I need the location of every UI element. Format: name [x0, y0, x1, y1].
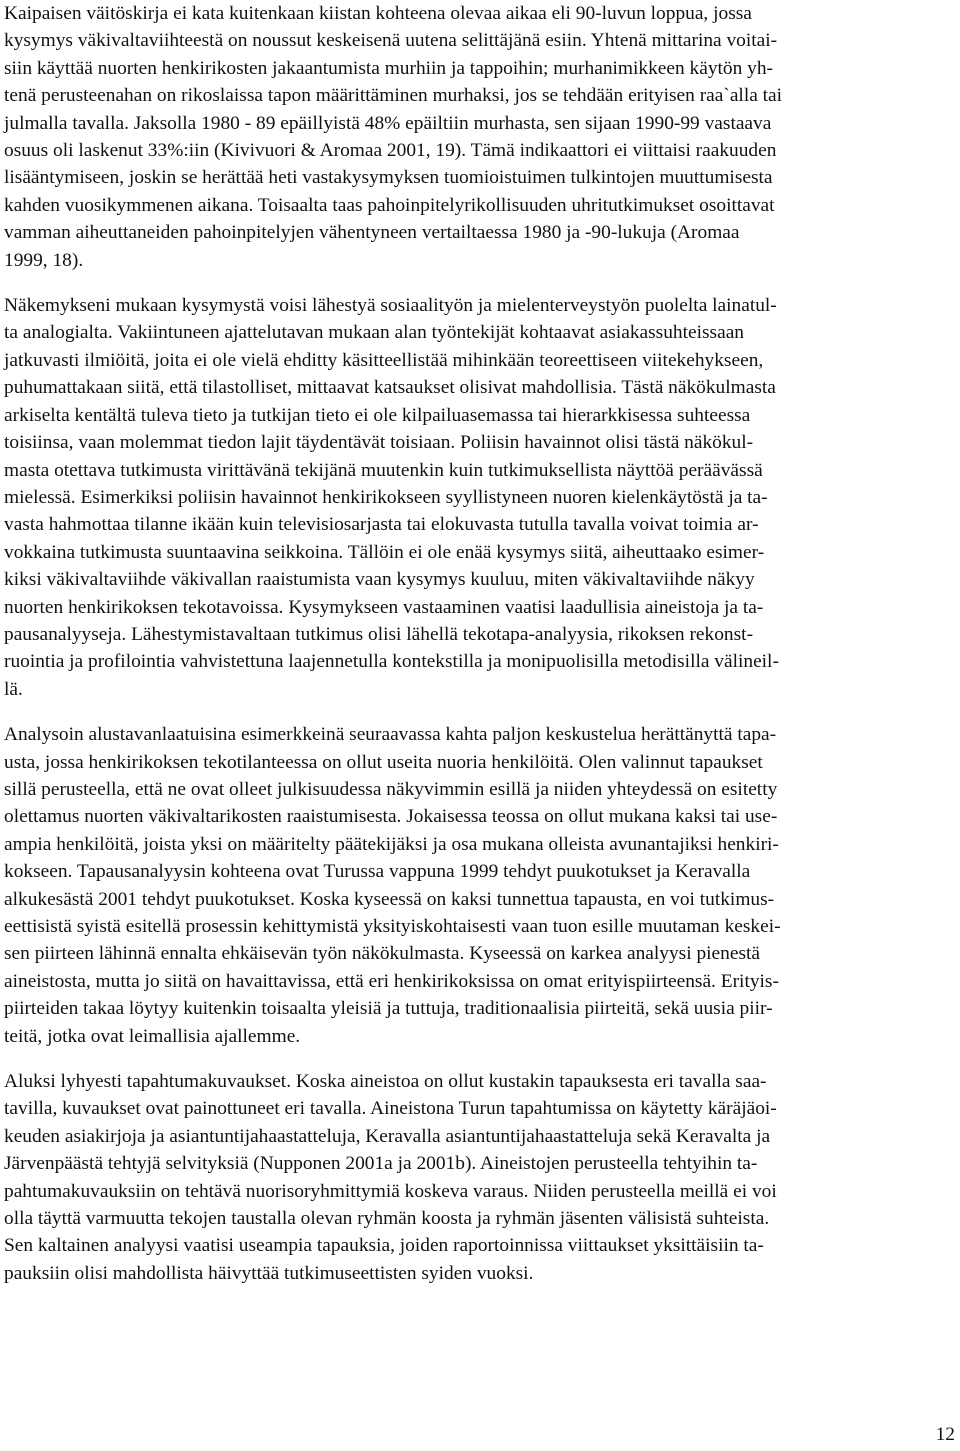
document-page: [4, 0, 954, 1287]
paragraph-1: Kaipaisen väitöskirja ei kata kuitenkaan kiistan kohteena olevaa aikaa eli 90-luvun loppua, jossa kysymys väkivaltaviihteestä on noussut keskeisenä uutena selittäjänä esiin. Yhtenä mittarina voitai- siin käyttää nuorten henkirikosten jakaantumista murhiin ja tappoihin; murhanimikkeen käytön yh- tenä perusteenahan on rikoslaissa tapon määrittäminen murhaksi, jos se tehdään erityisen raa`alla tai julmalla tavalla. Jaksolla 1980 - 89 epäillyistä 48% epäiltiin murhasta, sen sijaan 1990-99 vastaava osuus oli laskenut 33%:iin (Kivivuori & Aromaa 2001, 19). Tämä indikaattori ei viittaisi raakuuden lisääntymiseen, joskin se herättää heti vastakysymyksen tuomioistuimen tulkintojen muuttumisesta kahden vuosikymmenen aikana. Toisaalta taas pahoinpitelyrikollisuuden uhritutkimukset osoittavat vamman aiheuttaneiden pahoinpitelyjen vähentyneen vertailtaessa 1980 ja -90-lukuja (Aromaa 1999, 18).: [4, 3, 783, 271]
paragraph-gap: [4, 274, 954, 292]
paragraph-3: Analysoin alustavanlaatuisina esimerkkeinä seuraavassa kahta paljon keskustelua herättänyttä tapa- usta, jossa henkirikoksen tekotilanteessa on ollut useita nuoria henkilöitä. Olen valinnut tapaukset sillä perusteella, että ne ovat olleet julkisuudessa näkyvimmin esillä ja niiden yhteydessä on esitetty olettamus nuorten väkivaltarikosten raaistumisesta. Jokaisessa teossa on ollut mukana kaksi tai use- ampia henkilöitä, joista yksi on määritelty päätekijäksi ja osa mukana olleista avunantajiksi henkiri- kokseen. Tapausanalyysin kohteena ovat Turussa vappuna 1999 tehdyt puukotukset ja Keravalla alkukesästä 2001 tehdyt puukotukset. Koska kyseessä on kaksi tunnettua tapausta, en voi tutkimus- eettisistä syistä esitellä prosessin kehittymistä yksityiskohtaisesti vaan tuon esille muutaman keskei- sen piirteen lähinnä ennalta ehkäisevän työn näkökulmasta. Kyseessä on karkea analyysi pienestä aineistosta, mutta jo siitä on havaittavissa, että eri henkirikoksissa on omat erityispiirteensä. Erityis- piirteiden takaa löytyy kuitenkin toisaalta yleisiä ja tuttuja, traditionaalisia piirteitä, sekä uusia piir- teitä, jotka ovat leimallisia ajallemme.: [4, 724, 781, 1047]
paragraph-gap: [4, 703, 954, 721]
paragraph-4: Aluksi lyhyesti tapahtumakuvaukset. Koska aineistoa on ollut kustakin tapauksesta eri tavalla saa- tavilla, kuvaukset ovat painottuneet eri tavalla. Aineistona Turun tapahtumissa on käytetty käräjäoi- keuden asiakirjoja ja asiantuntijahaastatteluja, Keravalla asiantuntijahaastatteluja sekä Keravalta ja Järvenpäästä tehtyjä selvityksiä (Nupponen 2001a ja 2001b). Aineistojen perusteella tehtyihin ta- pahtumakuvauksiin on tehtävä nuorisoryhmittymiä koskeva varaus. Niiden perusteella meillä ei voi olla täyttä varmuutta tekojen taustalla olevan ryhmän koosta ja ryhmän jäsenten välisistä suhteista. Sen kaltainen analyysi vaatisi useampia tapauksia, joiden raportoinnissa viittaukset yksittäisiin ta- pauksiin olisi mahdollista häivyttää tutkimuseettisten syiden vuoksi.: [4, 1071, 777, 1284]
page-number: 12: [935, 1424, 955, 1445]
paragraph-gap: [4, 1050, 954, 1068]
paragraph-2: Näkemykseni mukaan kysymystä voisi lähestyä sosiaalityön ja mielenterveystyön puolelta lainatul- ta analogialta. Vakiintuneen ajattelutavan mukaan alan työntekijät kohtaavat asiakassuhteissaan jatkuvasti ilmiöitä, joita ei ole vielä ehditty käsitteellistää mihinkään teoreettiseen viitekehykseen, puhumattakaan siitä, että tilastolliset, mittaavat katsaukset olisivat mahdollisia. Tästä näkökulmasta arkiselta kentältä tuleva tieto ja tutkijan tieto ei ole kilpailuasemassa tai hierarkkisessa suhteessa toisiinsa, vaan molemmat tiedon lajit täydentävät toisiaan. Poliisin havainnot olisi tästä näkökul- masta otettava tutkimusta virittävänä tekijänä muutenkin kuin tutkimuksellista näyttöä peräävässä mielessä. Esimerkiksi poliisin havainnot henkirikokseen syyllistyneen nuoren kielenkäytöstä ja ta- vasta hahmottaa tilanne ikään kuin televisiosarjasta tai elokuvasta tutulla tavalla voivat toimia ar- vokkaina tutkimusta suuntaavina seikkoina. Tällöin ei ole enää kysymys siitä, aiheuttaako esimer- kiksi väkivaltaviihde väkivallan raaistumista vaan kysymys kuuluu, miten väkivaltaviihde näkyy nuorten henkirikoksen tekotavoissa. Kysymykseen vastaaminen vaatisi laadullisia aineistoja ja ta- pausanalyyseja. Lähestymistavaltaan tutkimus olisi lähellä tekotapa-analyysia, rikoksen rekonst- ruointia ja profilointia vahvistettuna laajennetulla kontekstilla ja monipuolisilla metodisilla välineil- lä.: [4, 295, 779, 700]
